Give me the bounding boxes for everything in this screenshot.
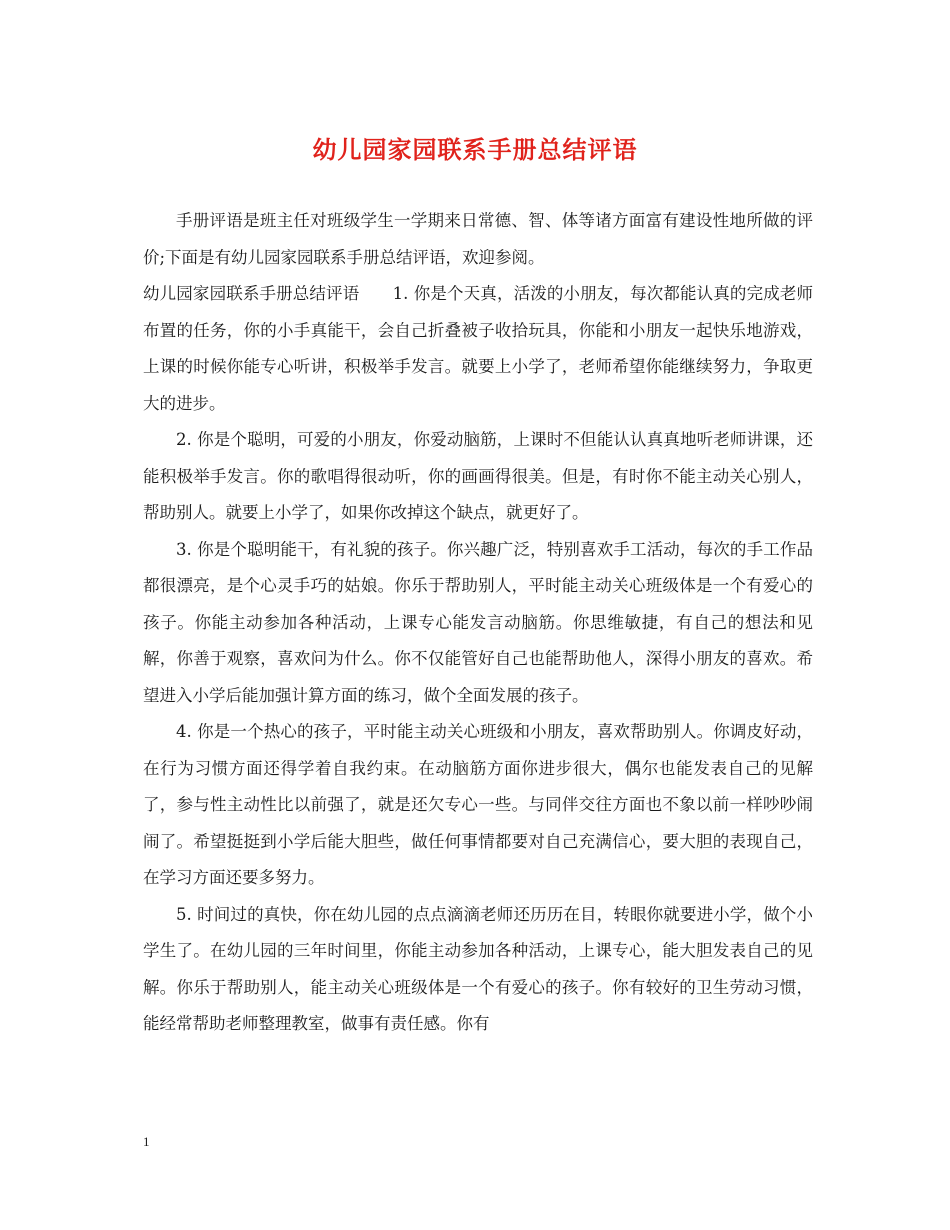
page-number: 1 [143, 1134, 150, 1149]
intro-paragraph: 手册评语是班主任对班级学生一学期来日常德、智、体等诸方面富有建设性地所做的评价;下面是有幼儿园家园联系手册总结评语，欢迎参阅。 [143, 211, 813, 267]
comment-paragraph-3: 3. 你是个聪明能干，有礼貌的孩子。你兴趣广泛，特别喜欢手工活动，每次的手工作品都很漂亮，是个心灵手巧的姑娘。你乐于帮助别人，平时能主动关心班级体是一个有爱心的孩子。你能主动参加各种活动，上课专心能发言动脑筋。你思维敏捷，有自己的想法和见解，你善于观察，喜欢问为什么。你不仅能管好自己也能帮助他人，深得小朋友的喜欢。希望进入小学后能加强计算方面的练习，做个全面发展的孩子。 [143, 539, 813, 705]
document-title: 幼儿园家园联系手册总结评语 [312, 135, 638, 164]
comment-paragraph-5: 5. 时间过的真快，你在幼儿园的点点滴滴老师还历历在目，转眼你就要进小学，做个小学生了。在幼儿园的三年时间里，你能主动参加各种活动，上课专心，能大胆发表自己的见解。你乐于帮助别人，能主动关心班级体是一个有爱心的孩子。你有较好的卫生劳动习惯，能经常帮助老师整理教室，做事有责任感。你有 [143, 904, 813, 1033]
comment-paragraph-4: 4. 你是一个热心的孩子，平时能主动关心班级和小朋友，喜欢帮助别人。你调皮好动，在行为习惯方面还得学着自我约束。在动脑筋方面你进步很大，偶尔也能发表自己的见解了，参与性主动性比以前强了，就是还欠专心一些。与同伴交往方面也不象以前一样吵吵闹闹了。希望挺挺到小学后能大胆些，做任何事情都要对自己充满信心，要大胆的表现自己，在学习方面还要多努力。 [143, 722, 813, 887]
document-body [143, 203, 813, 1043]
comment-paragraph-1: 幼儿园家园联系手册总结评语 1. 你是个天真，活泼的小朋友，每次都能认真的完成老师布置的任务，你的小手真能干，会自己折叠被子收拾玩具，你能和小朋友一起快乐地游戏，上课的时候你能专心听讲，积极举手发言。就要上小学了，老师希望你能继续努力，争取更大的进步。 [143, 284, 813, 413]
comment-paragraph-2: 2. 你是个聪明，可爱的小朋友，你爱动脑筋，上课时不但能认认真真地听老师讲课，还能积极举手发言。你的歌唱得很动听，你的画画得很美。但是，有时你不能主动关心别人，帮助别人。就要上小学了，如果你改掉这个缺点，就更好了。 [143, 430, 813, 522]
